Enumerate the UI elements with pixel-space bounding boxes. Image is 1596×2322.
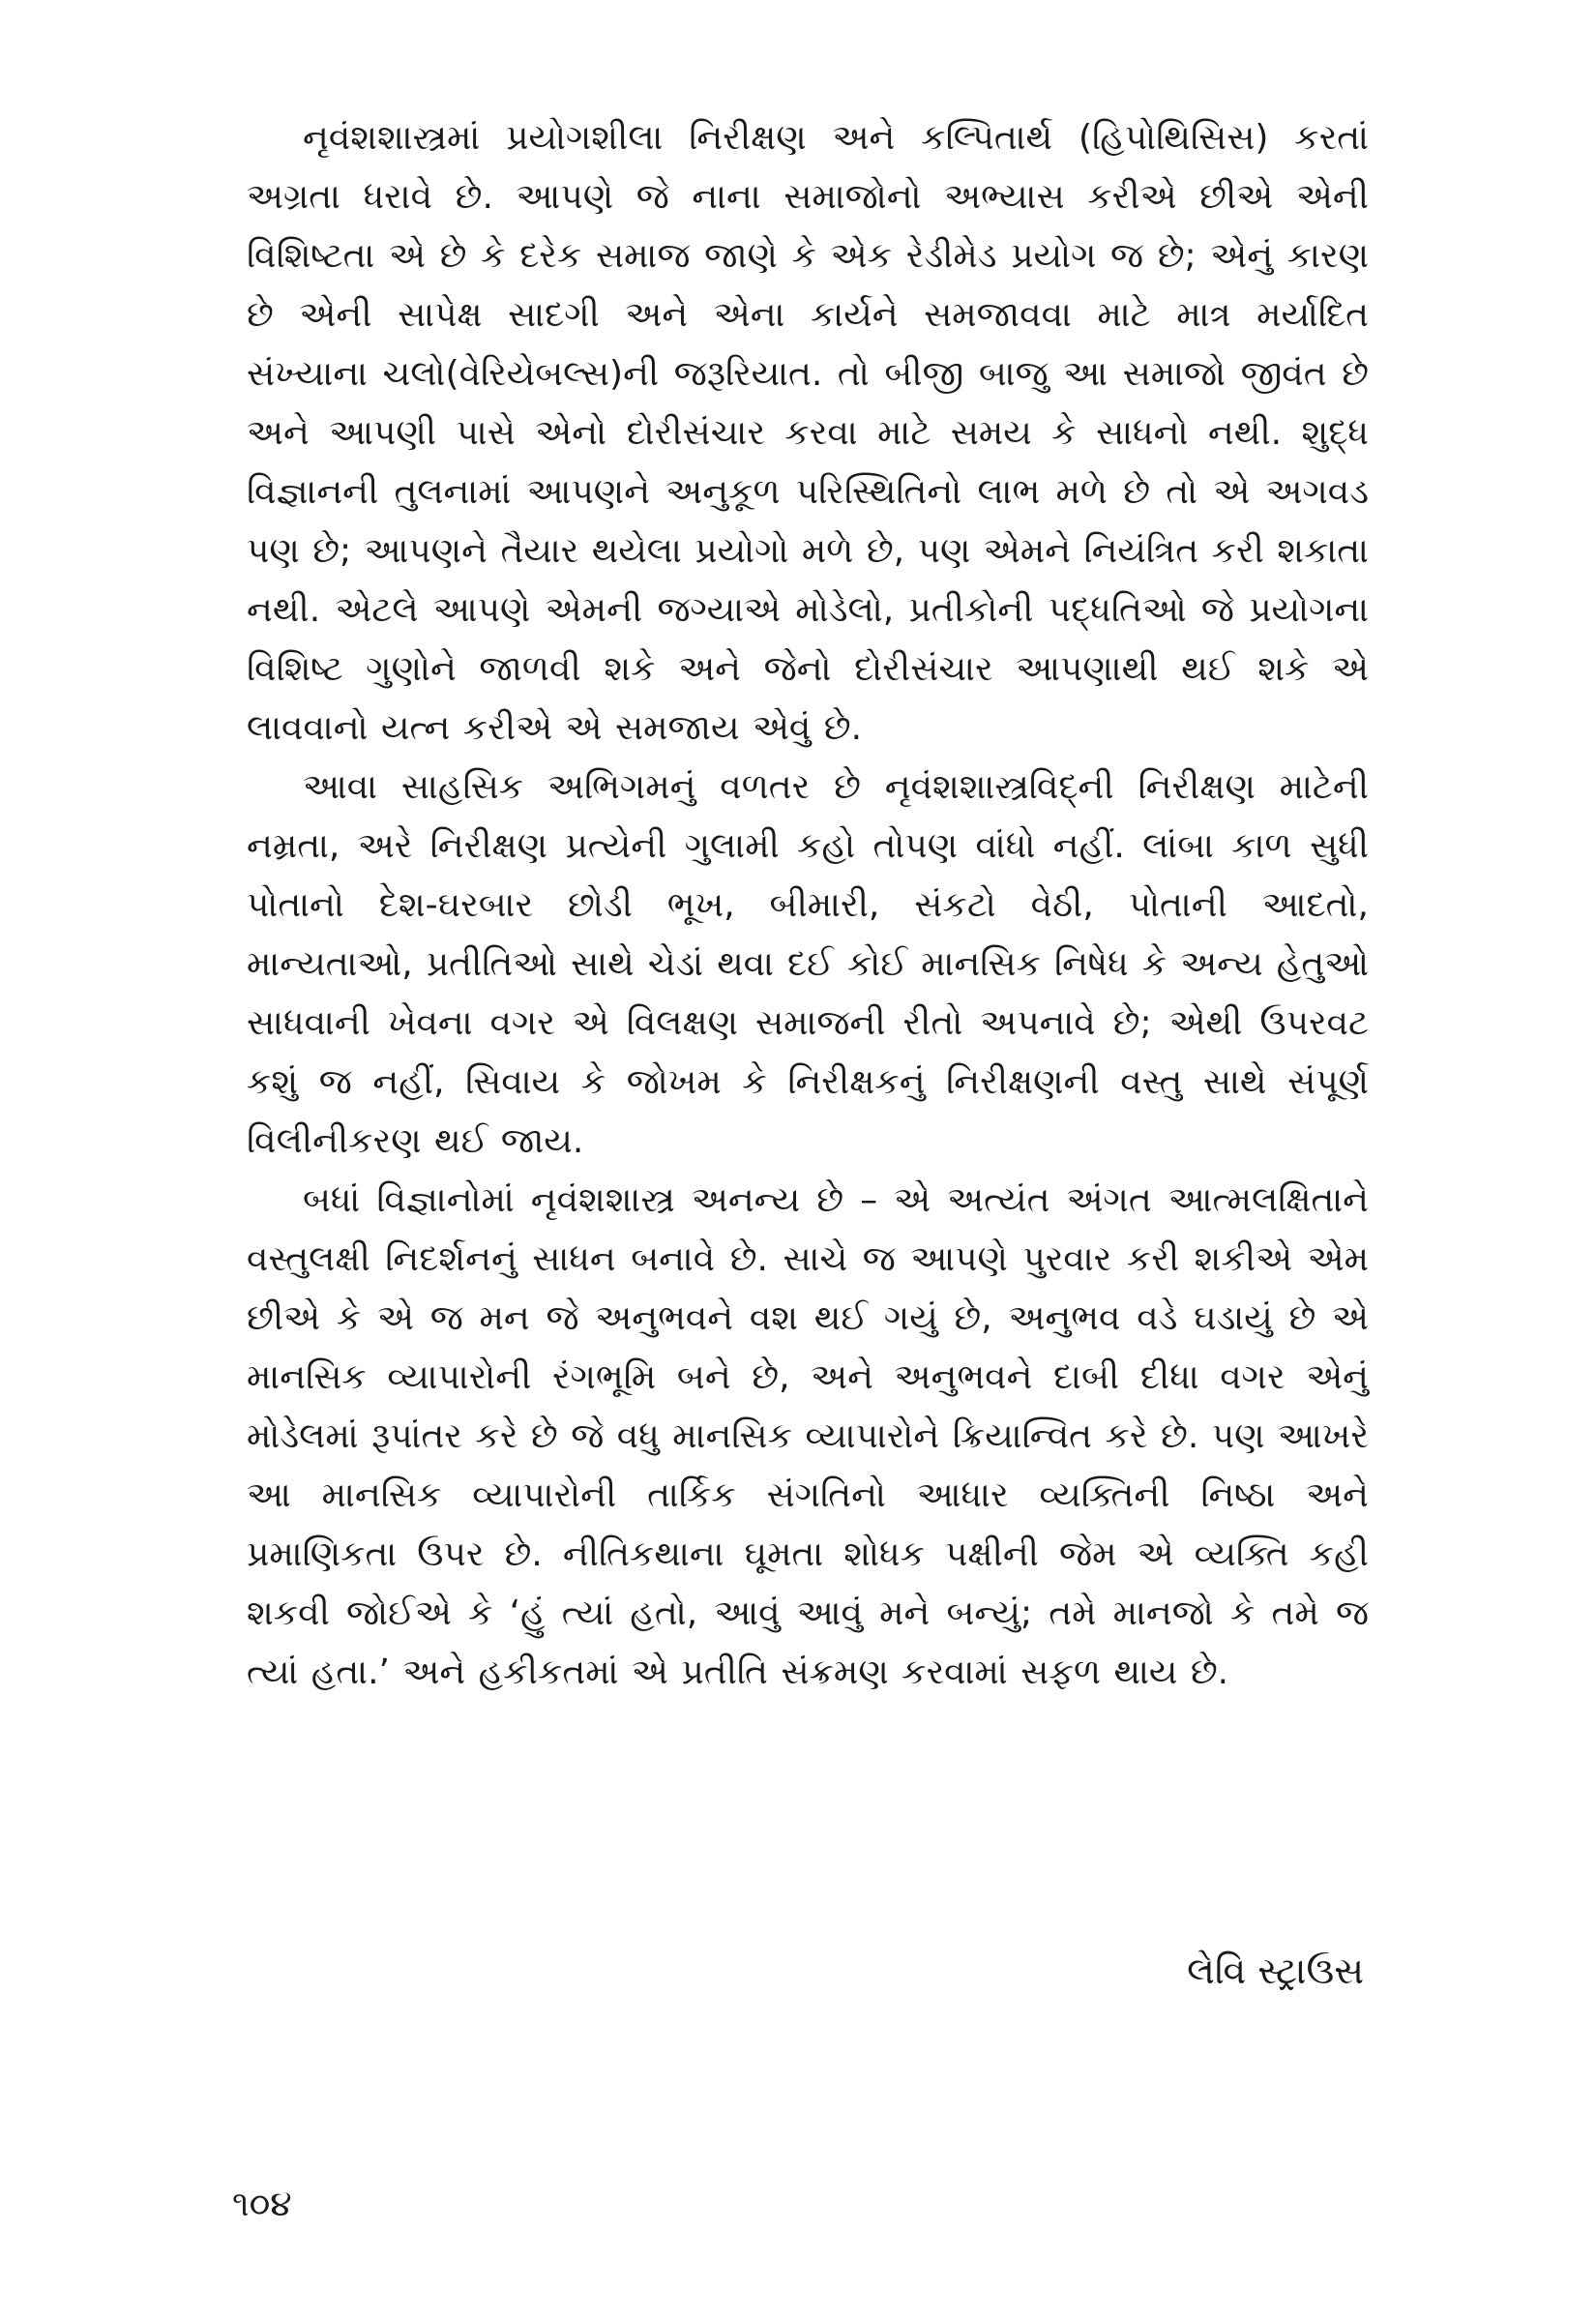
body-text [247, 108, 1369, 1702]
paragraph-3: બધાં વિજ્ઞાનોમાં નૃવંશશાસ્ત્ર અનન્ય છે – એ અત્યંત અંગત આત્મલક્ષિતાને વસ્તુલક્ષી નિદર્શનનું સાધન બનાવે છે. સાચે જ આપણે પુરવાર કરી શકીએ એમ છીએ કે એ જ મન જે અનુભવને વશ થઈ ગયું છે, અનુભવ વડે ઘડાયું છે એ માનસિક વ્યાપારોની રંગભૂમિ બને છે, અને અનુભવને દાબી દીધા વગર એનું મોડેલમાં રૂપાંતર કરે છે જે વધુ માનસિક વ્યાપારોને ક્રિયાન્વિત કરે છે. પણ આખરે આ માનસિક વ્યાપારોની તાર્કિક સંગતિનો આધાર વ્યક્તિની નિષ્ઠા અને પ્રમાણિકતા ઉપર છે. નીતિકથાના ઘૂમતા શોધક પક્ષીની જેમ એ વ્યક્તિ કહી શકવી જોઈએ કે ‘હું ત્યાં હતો, આવું આવું મને બન્યું; તમે માનજો કે તમે જ ત્યાં હતા.’ અને હકીકતમાં એ પ્રતીતિ સંક્રમણ કરવામાં સફળ થાય છે. [247, 1180, 1369, 1692]
author-signature: લેવિ સ્ટ્રાઉસ [1187, 1950, 1364, 1992]
paragraph-2: આવા સાહસિક અભિગમનું વળતર છે નૃવંશશાસ્ત્રવિદ્‌ની નિરીક્ષણ માટેની નમ્રતા, અરે નિરીક્ષણ પ્રત્યેની ગુલામી કહો તોપણ વાંધો નહીં. લાંબા કાળ સુધી પોતાનો દેશ-ઘરબાર છોડી ભૂખ, બીમારી, સંકટો વેઠી, પોતાની આદતો, માન્યતાઓ, પ્રતીતિઓ સાથે ચેડાં થવા દઈ કોઈ માનસિક નિષેધ કે અન્ય હેતુઓ સાધવાની ખેવના વગર એ વિલક્ષણ સમાજની રીતો અપનાવે છે; એથી ઉપરવટ કશું જ નહીં, સિવાય કે જોખમ કે નિરીક્ષકનું નિરીક્ષણની વસ્તુ સાથે સંપૂર્ણ વિલીનીકરણ થઈ જાય. [247, 767, 1369, 1161]
paragraph-1: નૃવંશશાસ્ત્રમાં પ્રયોગશીલા નિરીક્ષણ અને કલ્પિતાર્થ (હિપોથિસિસ) કરતાં અગ્રતા ધરાવે છે. આપણે જે નાના સમાજોનો અભ્યાસ કરીએ છીએ એની વિશિષ્ટતા એ છે કે દરેક સમાજ જાણે કે એક રેડીમેડ પ્રયોગ જ છે; એનું કારણ છે એની સાપેક્ષ સાદગી અને એના કાર્યને સમજાવવા માટે માત્ર મર્યાદિત સંખ્યાના ચલો(વેરિયેબલ્સ)ની જરૂરિયાત. તો બીજી બાજુ આ સમાજો જીવંત છે અને આપણી પાસે એનો દોરીસંચાર કરવા માટે સમય કે સાધનો નથી. શુદ્ધ વિજ્ઞાનની તુલનામાં આપણને અનુકૂળ પરિસ્થિતિનો લાભ મળે છે તો એ અગવડ પણ છે; આપણને તૈયાર થયેલા પ્રયોગો મળે છે, પણ એમને નિયંત્રિત કરી શકાતા નથી. એટલે આપણે એમની જગ્યાએ મોડેલો, પ્રતીકોની પદ્ધતિઓ જે પ્રયોગના વિશિષ્ટ ગુણોને જાળવી શકે અને જેનો દોરીસંચાર આપણાથી થઈ શકે એ લાવવાનો યત્ન કરીએ એ સમજાય એવું છે. [247, 118, 1369, 748]
page-number: ૧૦૪ [232, 2185, 292, 2224]
